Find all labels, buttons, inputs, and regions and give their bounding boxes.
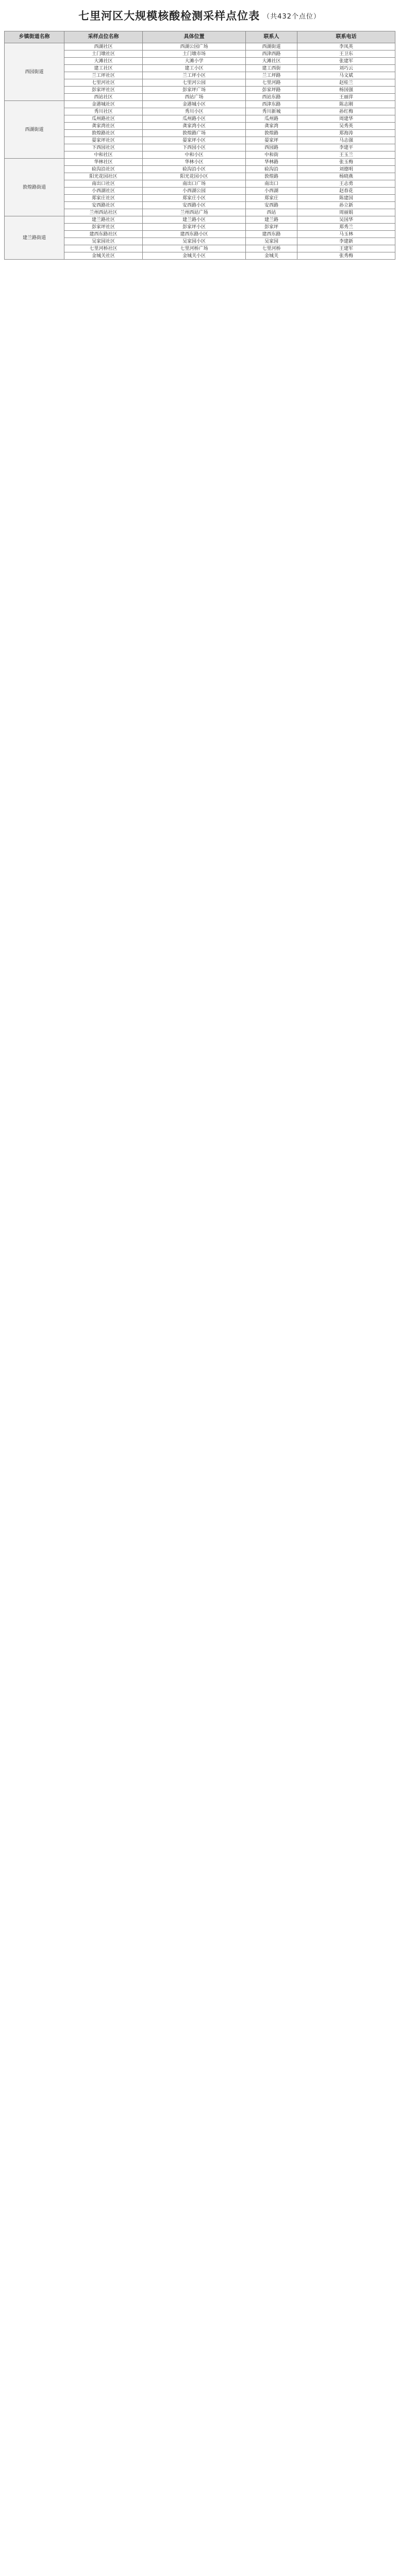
site-name-cell: 南出口社区 — [64, 180, 143, 188]
phone-cell: 陈志刚 — [297, 101, 395, 108]
phone-cell: 刘巧云 — [297, 65, 395, 72]
phone-cell: 吴国华 — [297, 216, 395, 224]
phone-cell: 王建军 — [297, 245, 395, 252]
site-name-cell: 秀川社区 — [64, 108, 143, 115]
town-cell: 敦煌路街道 — [5, 159, 64, 216]
phone-cell: 杨国强 — [297, 87, 395, 94]
location-cell: 敦煌路广场 — [143, 130, 246, 137]
contact-cell: 西站 — [246, 209, 297, 216]
header-town: 乡镇街道名称 — [5, 31, 64, 43]
site-name-cell: 建工社区 — [64, 65, 143, 72]
location-cell: 大滩小学 — [143, 58, 246, 65]
contact-cell: 建西东路 — [246, 231, 297, 238]
location-cell: 晏家坪小区 — [143, 137, 246, 144]
contact-cell: 小西湖 — [246, 188, 297, 195]
location-cell: 建工小区 — [143, 65, 246, 72]
phone-cell: 杨晓燕 — [297, 173, 395, 180]
phone-cell: 王玉兰 — [297, 151, 395, 159]
location-cell: 华林小区 — [143, 159, 246, 166]
town-cell: 西湖街道 — [5, 101, 64, 159]
town-cell: 西园街道 — [5, 43, 64, 101]
phone-cell: 马文斌 — [297, 72, 395, 79]
phone-cell: 马志强 — [297, 137, 395, 144]
site-name-cell: 晏家坪社区 — [64, 137, 143, 144]
site-name-cell: 郑家庄社区 — [64, 195, 143, 202]
header-phone: 联系电话 — [297, 31, 395, 43]
site-name-cell: 硷沟沿社区 — [64, 166, 143, 173]
location-cell: 兰州西站广场 — [143, 209, 246, 216]
table-row — [5, 159, 395, 166]
location-cell: 阳光花园小区 — [143, 173, 246, 180]
contact-cell: 敦煌路 — [246, 130, 297, 137]
phone-cell: 陈建国 — [297, 195, 395, 202]
location-cell: 兰工坪小区 — [143, 72, 246, 79]
table-body — [5, 43, 395, 260]
phone-cell: 赵桂兰 — [297, 79, 395, 87]
location-cell: 建西东路小区 — [143, 231, 246, 238]
phone-cell: 周丽娟 — [297, 209, 395, 216]
location-cell: 南出口广场 — [143, 180, 246, 188]
location-cell: 小西湖公园 — [143, 188, 246, 195]
contact-cell: 西园路 — [246, 144, 297, 151]
location-cell: 七里河桥广场 — [143, 245, 246, 252]
location-cell: 郑家庄小区 — [143, 195, 246, 202]
phone-cell: 李凤英 — [297, 43, 395, 50]
contact-cell: 瓜州路 — [246, 115, 297, 123]
site-name-cell: 下西园社区 — [64, 144, 143, 151]
table-row — [5, 216, 395, 224]
site-name-cell: 七里河社区 — [64, 79, 143, 87]
location-cell: 建兰路小区 — [143, 216, 246, 224]
location-cell: 下西园小区 — [143, 144, 246, 151]
contact-cell: 敦煌路 — [246, 173, 297, 180]
contact-cell: 兰工坪路 — [246, 72, 297, 79]
phone-cell: 郑秀兰 — [297, 224, 395, 231]
contact-cell: 建工西街 — [246, 65, 297, 72]
site-name-cell: 兰州西站社区 — [64, 209, 143, 216]
contact-cell: 吴家园 — [246, 238, 297, 245]
phone-cell: 李建新 — [297, 238, 395, 245]
contact-cell: 晏家坪 — [246, 137, 297, 144]
contact-cell: 建兰路 — [246, 216, 297, 224]
location-cell: 七里河公园 — [143, 79, 246, 87]
site-name-cell: 金城关社区 — [64, 252, 143, 260]
location-cell: 安西路小区 — [143, 202, 246, 209]
site-name-cell: 阳光花园社区 — [64, 173, 143, 180]
contact-cell: 七里河路 — [246, 79, 297, 87]
sampling-site-table — [4, 31, 395, 260]
location-cell: 硷沟沿小区 — [143, 166, 246, 173]
site-name-cell: 安西路社区 — [64, 202, 143, 209]
contact-cell: 彭家坪 — [246, 224, 297, 231]
contact-cell: 西站东路 — [246, 94, 297, 101]
contact-cell: 西津西路 — [246, 50, 297, 58]
header-contact: 联系人 — [246, 31, 297, 43]
phone-cell: 王志勇 — [297, 180, 395, 188]
contact-cell: 金城关 — [246, 252, 297, 260]
header-site: 采样点位名称 — [64, 31, 143, 43]
site-name-cell: 土门墩社区 — [64, 50, 143, 58]
page-title-text: 七里河区大规模核酸检测采样点位表 — [78, 10, 260, 22]
site-name-cell: 西站社区 — [64, 94, 143, 101]
table-header-row — [5, 31, 395, 43]
contact-cell: 西津东路 — [246, 101, 297, 108]
site-name-cell: 建兰路社区 — [64, 216, 143, 224]
phone-cell: 王卫东 — [297, 50, 395, 58]
phone-cell: 郑海涛 — [297, 130, 395, 137]
contact-cell: 秀川新城 — [246, 108, 297, 115]
site-name-cell: 华林社区 — [64, 159, 143, 166]
contact-cell: 硷沟沿 — [246, 166, 297, 173]
phone-cell: 孙立新 — [297, 202, 395, 209]
site-name-cell: 西湖社区 — [64, 43, 143, 50]
location-cell: 金港城小区 — [143, 101, 246, 108]
site-name-cell: 中和社区 — [64, 151, 143, 159]
location-cell: 彭家坪小区 — [143, 224, 246, 231]
site-name-cell: 敦煌路社区 — [64, 130, 143, 137]
phone-cell: 李建平 — [297, 144, 395, 151]
table-row — [5, 43, 395, 50]
location-cell: 龚家湾小区 — [143, 123, 246, 130]
location-cell: 土门墩市场 — [143, 50, 246, 58]
table-row — [5, 101, 395, 108]
page-title-note: （共432个点位） — [263, 12, 321, 21]
site-name-cell: 大滩社区 — [64, 58, 143, 65]
contact-cell: 大滩社区 — [246, 58, 297, 65]
contact-cell: 西湖街道 — [246, 43, 297, 50]
location-cell: 金城关小区 — [143, 252, 246, 260]
phone-cell: 赵春花 — [297, 188, 395, 195]
phone-cell: 马玉林 — [297, 231, 395, 238]
site-name-cell: 吴家园社区 — [64, 238, 143, 245]
site-name-cell: 彭家坪社区 — [64, 87, 143, 94]
site-name-cell: 七里河桥社区 — [64, 245, 143, 252]
page-title — [0, 0, 399, 31]
location-cell: 西站广场 — [143, 94, 246, 101]
phone-cell: 孙红梅 — [297, 108, 395, 115]
location-cell: 西湖公园广场 — [143, 43, 246, 50]
header-location: 具体位置 — [143, 31, 246, 43]
site-name-cell: 建西东路社区 — [64, 231, 143, 238]
contact-cell: 七里河桥 — [246, 245, 297, 252]
site-name-cell: 龚家湾社区 — [64, 123, 143, 130]
contact-cell: 郑家庄 — [246, 195, 297, 202]
town-cell: 建兰路街道 — [5, 216, 64, 260]
phone-cell: 吴秀英 — [297, 123, 395, 130]
phone-cell: 张玉梅 — [297, 159, 395, 166]
site-name-cell: 瓜州路社区 — [64, 115, 143, 123]
location-cell: 秀川小区 — [143, 108, 246, 115]
location-cell: 吴家园小区 — [143, 238, 246, 245]
location-cell: 彭家坪广场 — [143, 87, 246, 94]
phone-cell: 王丽萍 — [297, 94, 395, 101]
site-name-cell: 金港城社区 — [64, 101, 143, 108]
location-cell: 中和小区 — [143, 151, 246, 159]
site-name-cell: 彭家坪社区 — [64, 224, 143, 231]
location-cell: 瓜州路小区 — [143, 115, 246, 123]
contact-cell: 安西路 — [246, 202, 297, 209]
phone-cell: 张建军 — [297, 58, 395, 65]
contact-cell: 彭家坪路 — [246, 87, 297, 94]
contact-cell: 中和街 — [246, 151, 297, 159]
contact-cell: 华林路 — [246, 159, 297, 166]
contact-cell: 南出口 — [246, 180, 297, 188]
phone-cell: 周建华 — [297, 115, 395, 123]
site-name-cell: 兰工坪社区 — [64, 72, 143, 79]
phone-cell: 刘德明 — [297, 166, 395, 173]
site-name-cell: 小西湖社区 — [64, 188, 143, 195]
phone-cell: 张秀梅 — [297, 252, 395, 260]
contact-cell: 龚家湾 — [246, 123, 297, 130]
